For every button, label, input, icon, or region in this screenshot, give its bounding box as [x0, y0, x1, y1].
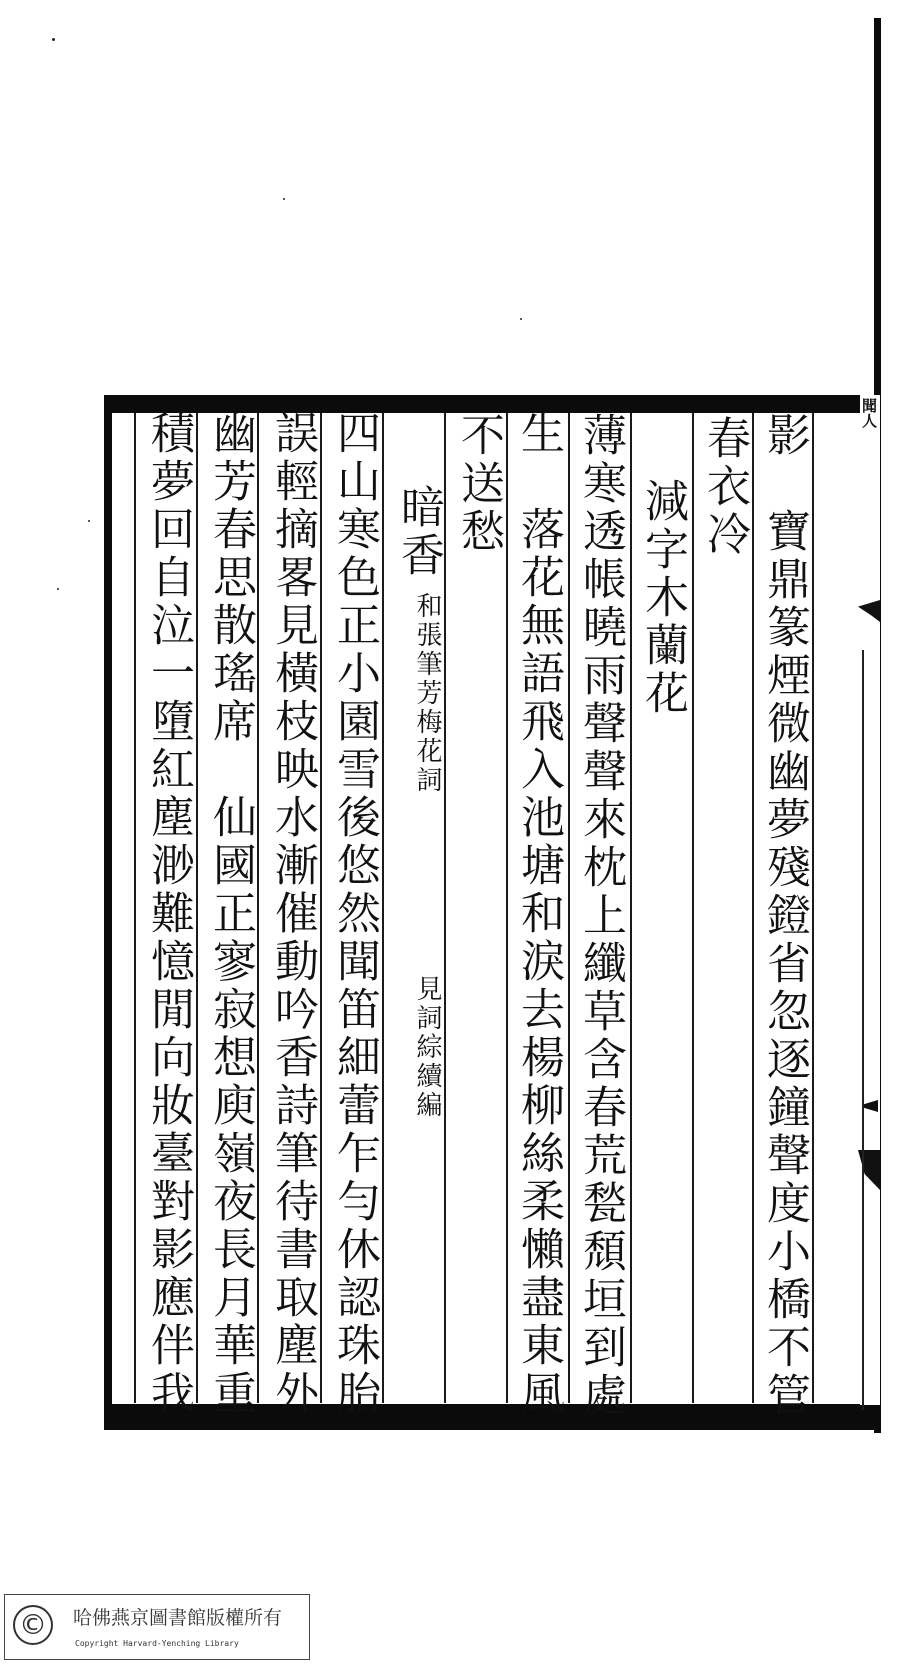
scan-speck	[57, 588, 59, 590]
column-rule	[196, 413, 198, 1403]
column-rule	[134, 413, 136, 1403]
column-rule	[320, 413, 322, 1403]
fold-line	[862, 650, 864, 1410]
text-column-4: 薄寒透帳曉雨聲聲來枕上纖草含春荒甃頹垣到處	[575, 412, 626, 1420]
column-rule	[506, 413, 508, 1403]
scan-speck	[520, 318, 522, 320]
text-column-11: 積夢回自泣一墮紅塵渺難憶閒向妝臺對影應伴我	[143, 410, 194, 1418]
text-column-9: 誤輕摘畧見橫枝映水漸催動吟香詩筆待書取塵外	[267, 410, 318, 1418]
copyright-english-text: Copyright Harvard-Yenching Library	[75, 1639, 239, 1648]
text-column-2: 春衣冷	[699, 415, 750, 559]
column-rule	[444, 413, 446, 1403]
text-column-1: 影 寶鼎篆煙微幽夢殘鐙省忽逐鐘聲度小橋不管	[759, 412, 810, 1420]
text-column-3: 減字木蘭花	[637, 478, 688, 718]
scan-speck	[283, 198, 285, 200]
column-rule	[568, 413, 570, 1403]
text-column-6: 不送愁	[453, 412, 504, 556]
text-column-7-source: 見詞綜續編	[412, 975, 442, 1120]
column-rule	[382, 413, 384, 1403]
copyright-chinese-text: 哈佛燕京圖書館版權所有	[73, 1607, 283, 1629]
column-rule	[257, 413, 259, 1403]
column-rule	[752, 413, 754, 1403]
text-column-8: 四山寒色正小園雪後悠然聞笛細蕾乍勻休認珠胎	[329, 410, 380, 1418]
copyright-icon: ©	[13, 1605, 53, 1645]
scan-speck	[52, 38, 55, 41]
fold-title: 聞人	[860, 398, 878, 428]
column-rule	[692, 413, 694, 1403]
copyright-stamp	[4, 1594, 310, 1660]
scan-speck	[88, 520, 90, 522]
column-rule	[630, 413, 632, 1403]
text-column-7-annotation: 和張筆芳梅花詞	[412, 592, 442, 795]
text-column-10: 幽芳春思散瑤席 仙國正寥寂想庾嶺夜長月華重	[205, 410, 256, 1418]
text-column-5: 生 落花無語飛入池塘和淚去楊柳絲柔懶盡東風	[513, 410, 564, 1418]
text-column-7-title: 暗香	[393, 484, 444, 580]
column-rule	[812, 413, 814, 1403]
